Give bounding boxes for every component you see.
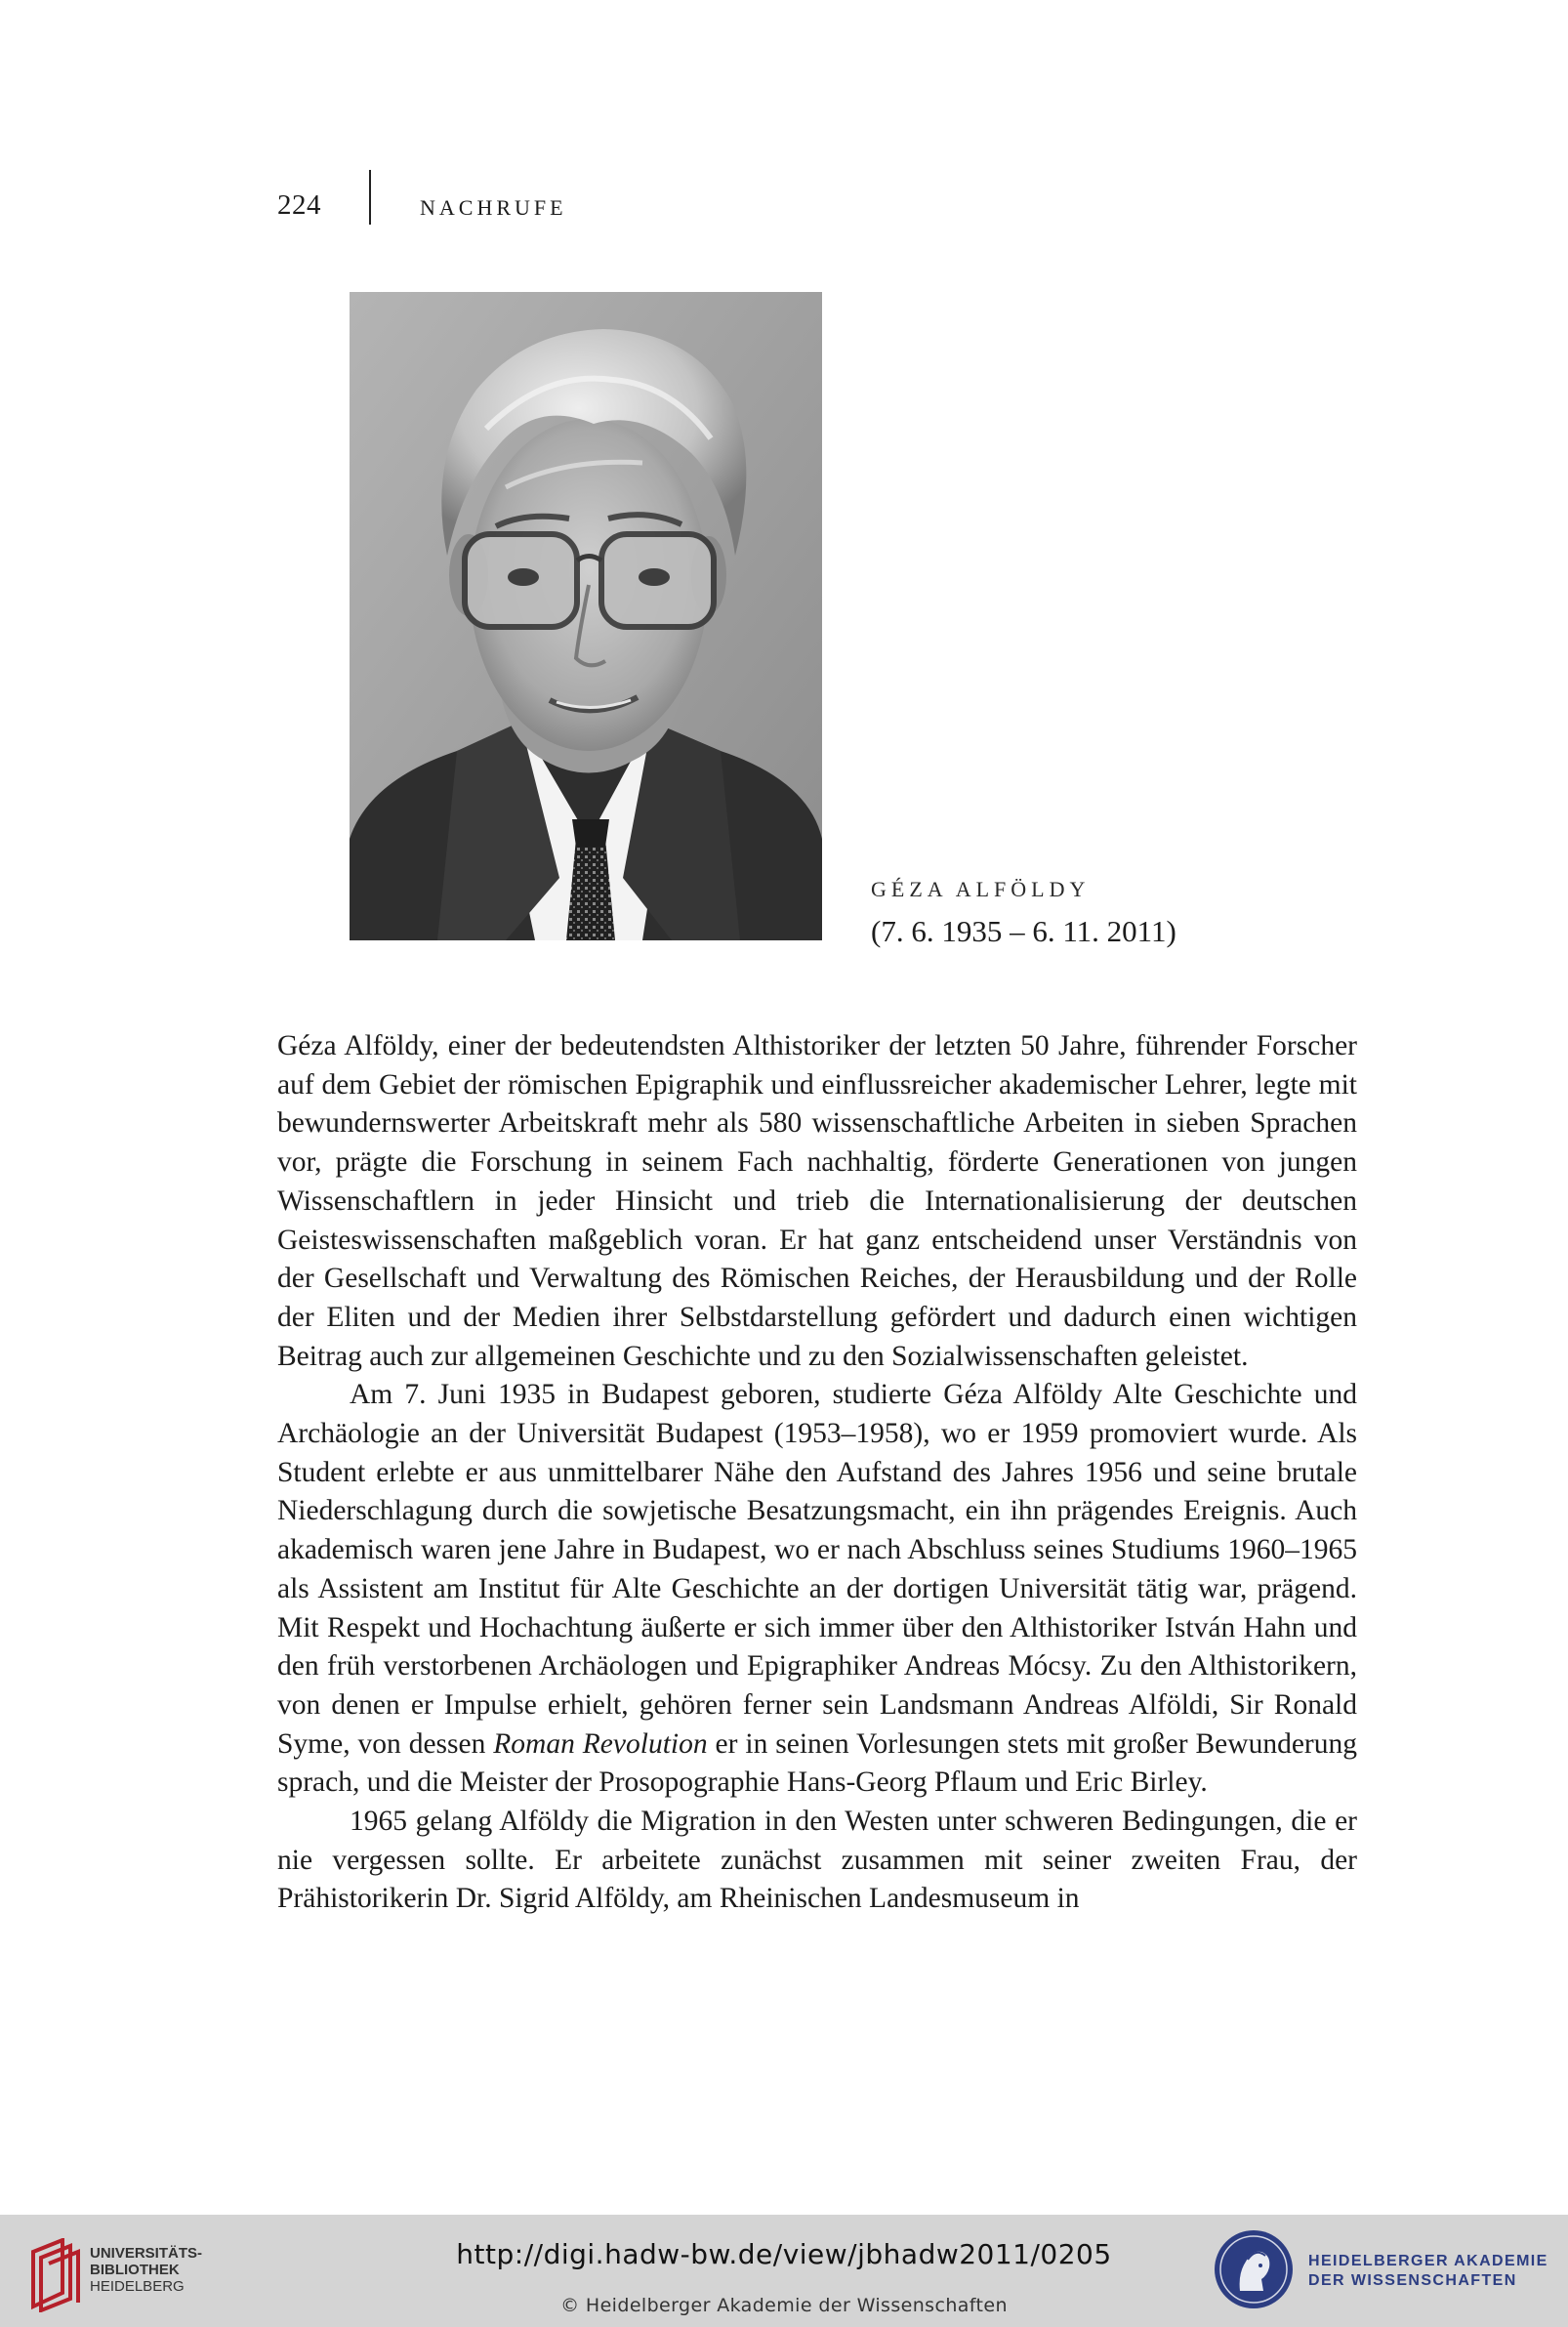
academy-logo-line: HEIDELBERGER AKADEMIE: [1308, 2253, 1548, 2269]
paragraph: [277, 1376, 1357, 1803]
academy-logo-text: [1308, 2252, 1548, 2291]
paragraph-text: er in seinen Vorlesungen stets mit großer Bewunderung sprach, und die Meister der Prosopographie Hans-Georg Pflaum und Eric Birley.: [277, 1727, 1357, 1799]
portrait-photo: [350, 292, 822, 940]
page-number: 224: [277, 189, 321, 221]
paragraph: 1965 gelang Alföldy die Migration in den Westen unter schweren Bedingungen, die er nie vergessen sollte. Er arbeitete zunächst zusammen mit seiner zweiten Frau, der Prähistorikerin Dr. Sigrid Alföldy, am Rheinischen Landesmuseum in: [277, 1806, 1357, 1915]
ub-logo-line: HEIDELBERG: [90, 2278, 185, 2295]
book-title: Roman Revolution: [493, 1727, 708, 1760]
caption-name: GÉZA ALFÖLDY: [871, 877, 1091, 901]
ub-logo-line: UNIVERSITÄTS-: [90, 2245, 203, 2262]
photo-caption: [871, 877, 1176, 949]
academy-seal-icon: [1211, 2226, 1297, 2312]
paragraph: Géza Alföldy, einer der bedeutendsten Althistoriker der letzten 50 Jahre, führender Forscher auf dem Gebiet der römischen Epigraphik und einflussreicher akademischer Lehrer, legte mit bewundernswerter Arbeitskraft mehr als 580 wissenschaftliche Arbeiten in sieben Sprachen vor, prägte die Forschung in seinem Fach nachhaltig, förderte Generationen von jungen Wissenschaftlern in jeder Hinsicht und trieb die Internationalisierung der deutschen Geisteswissenschaften maßgeblich voran. Er hat ganz entscheidend unser Verständnis von der Gesellschaft und Verwaltung des Römischen Reiches, der Herausbildung und der Rolle der Eliten und der Medien ihrer Selbstdarstellung gefördert und dadurch einen wichtigen Beitrag auch zur allgemeinen Geschichte und zu den Sozialwissenschaften geleistet.: [277, 1030, 1357, 1372]
copyright-notice: © Heidelberger Akademie der Wissenschaften: [560, 2295, 1008, 2316]
portrait-illustration: [350, 292, 822, 940]
footer-bar: [0, 2215, 1568, 2327]
ub-logo-line: BIBLIOTHEK: [90, 2262, 180, 2278]
academy-logo-line: DER WISSENSCHAFTEN: [1308, 2272, 1517, 2289]
caption-dates: (7. 6. 1935 – 6. 11. 2011): [871, 914, 1176, 948]
source-url-link[interactable]: http://digi.hadw-bw.de/view/jbhadw2011/0205: [456, 2238, 1112, 2270]
paragraph-text: Am 7. Juni 1935 in Budapest geboren, studierte Géza Alföldy Alte Geschichte und Archäologie an der Universität Budapest (1953–1958), wo er 1959 promoviert wurde. Als Student erlebte er aus unmittelbarer Nähe den Aufstand des Jahres 1956 und seine brutale Niederschlagung durch die sowjetische Besatzungsmacht, ein ihn prägendes Ereignis. Auch akademisch waren jene Jahre in Budapest, wo er nach Abschluss seines Studiums 1960–1965 als Assistent am Institut für Alte Geschichte an der dortigen Universität tätig war, prägend. Mit Respekt und Hochachtung äußerte er sich immer über den Althistoriker István Hahn und den früh verstorbenen Archäologen und Epigraphiker Andreas Mócsy. Zu den Althistorikern, von denen er Impulse erhielt, gehören ferner sein Landsmann Andreas Alföldi, Sir Ronald Syme, von dessen: [277, 1379, 1357, 1760]
header-divider: [369, 170, 371, 225]
article-body: [277, 1027, 1357, 1919]
academy-logo[interactable]: [1211, 2226, 1562, 2314]
section-title: NACHRUFE: [420, 195, 567, 220]
